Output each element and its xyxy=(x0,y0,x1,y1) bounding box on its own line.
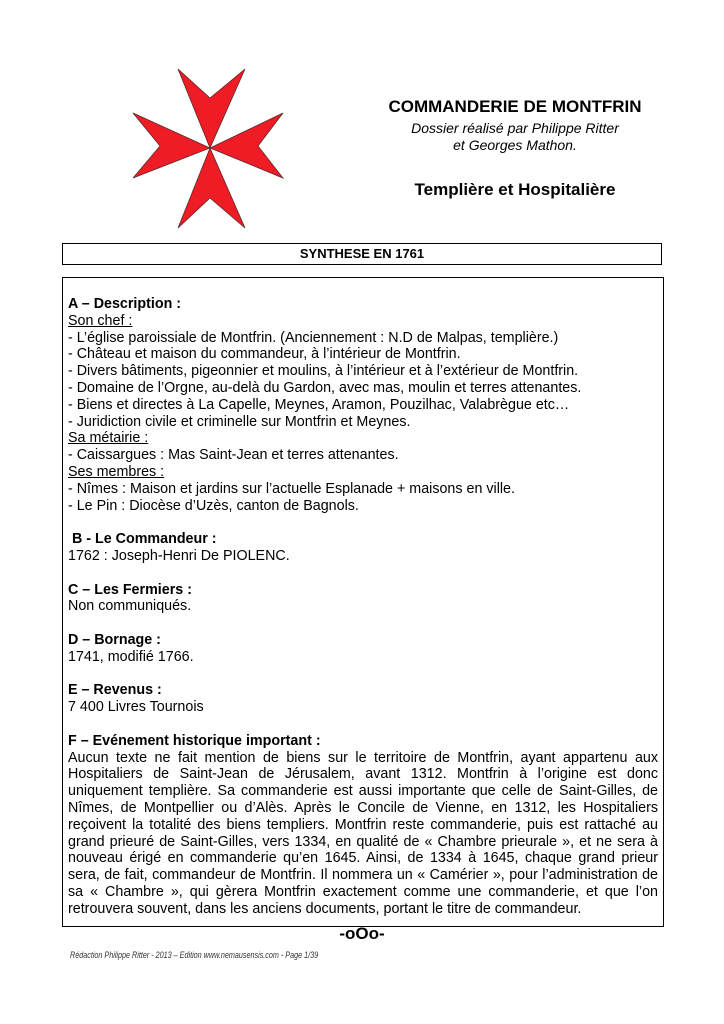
separator: -oOo- xyxy=(339,924,385,943)
list-item: - Juridiction civile et criminelle sur Montfrin et Meynes. xyxy=(68,413,411,430)
maltese-cross-icon xyxy=(0,0,300,240)
list-item: - Divers bâtiments, pigeonnier et moulins, à l’intérieur et à l’extérieur de Montfrin. xyxy=(68,363,579,380)
commandeur-text: 1762 : Joseph-Henri De PIOLENC. xyxy=(68,547,290,564)
synthesis-box xyxy=(62,277,664,927)
page-footer: Rédaction Philippe Ritter - 2013 – Edition www.nemausensis.com - Page 1/39 xyxy=(70,950,319,960)
bornage-text: 1741, modifié 1766. xyxy=(68,648,194,665)
heading-a: A – Description : xyxy=(68,296,182,312)
chef-label: Son chef : xyxy=(68,312,133,329)
heading-c: C – Les Fermiers : xyxy=(68,581,192,598)
authors-line1: Dossier réalisé par Philippe Ritter xyxy=(411,120,619,136)
heading-b: B - Le Commandeur : xyxy=(68,531,217,548)
list-item: - Nîmes : Maison et jardins sur l’actuelle Esplanade + maisons en ville. xyxy=(68,480,515,497)
metairie-label: Sa métairie : xyxy=(68,430,149,447)
historical-text: Aucun texte ne fait mention de biens sur le territoire de Montfrin, ayant appartenu aux Hospitaliers de Saint-Jean de Jérusalem, avant 1312. Montfrin à l’origine est donc uniquement templière. Sa commanderie est aussi importante que celle de Saint-Gilles, de Nîmes, de Montpellier ou d’Alès. Après le Concile de Vienne, en 1312, les Hospitaliers reçoivent la totalité des biens templiers. Montfrin reste commanderie, puis est rattaché au grand prieuré de Saint-Gilles, vers 1334, en qualité de « Chambre prieurale », et ne sera à nouveau érigé en commanderie qu’en 1645. Ainsi, de 1334 à 1645, chaque grand prieur sera, de fait, commandeur de Montfrin. Il nommera un « Camérier », pour l’administration de sa « Chambre », qui gèrera Montfrin exactement comme une commanderie, et que l’on retrouvera souvent, dans les anciens documents, portant le titre de commandeur. xyxy=(68,749,658,917)
document-title: COMMANDERIE DE MONTFRIN xyxy=(388,97,642,116)
section-banner: SYNTHESE EN 1761 xyxy=(62,243,662,265)
heading-f: F – Evénement historique important : xyxy=(68,732,321,749)
list-item: - Caissargues : Mas Saint-Jean et terres attenantes. xyxy=(68,447,399,464)
document-subtitle: Templière et Hospitalière xyxy=(414,180,616,199)
list-item: - Le Pin : Diocèse d’Uzès, canton de Bagnols. xyxy=(68,497,359,514)
authors-line2: et Georges Mathon. xyxy=(453,137,577,153)
list-item: - Domaine de l’Orgne, au-delà du Gardon, avec mas, moulin et terres attenantes. xyxy=(68,379,582,396)
list-item: - Château et maison du commandeur, à l’intérieur de Montfrin. xyxy=(68,346,461,363)
list-item: - L’église paroissiale de Montfrin. (Anciennement : N.D de Malpas, templière.) xyxy=(68,329,559,346)
list-item: - Biens et directes à La Capelle, Meynes, Aramon, Pouzilhac, Valabrègue etc… xyxy=(68,396,570,413)
heading-d: D – Bornage : xyxy=(68,631,161,648)
membres-label: Ses membres : xyxy=(68,463,165,480)
fermiers-text: Non communiqués. xyxy=(68,598,192,615)
revenus-text: 7 400 Livres Tournois xyxy=(68,699,204,716)
heading-e: E – Revenus : xyxy=(68,682,162,699)
